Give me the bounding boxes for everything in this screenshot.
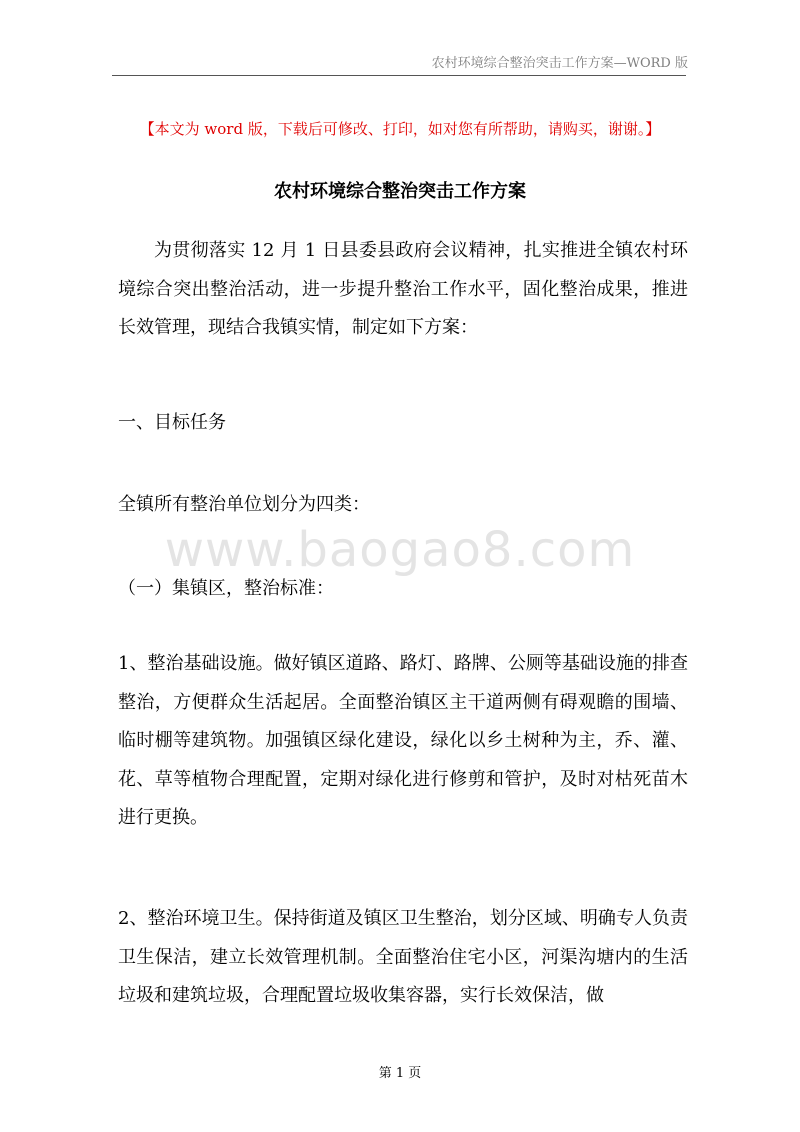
page-number: 第 1 页 xyxy=(378,1066,422,1081)
section-text-categories: 全镇所有整治单位划分为四类： xyxy=(118,494,370,515)
section-heading-goals: 一、目标任务 xyxy=(118,412,226,433)
item-paragraph-sanitation: 2、整治环境卫生。保持街道及镇区卫生整治，划分区域、明确专人负责卫生保洁，建立长效管理机制。全面整治住宅小区，河渠沟塘内的生活垃圾和建筑垃圾，合理配置垃圾收集容器，实行长效保洁，做 xyxy=(118,908,688,1006)
subsection-heading-town: （一）集镇区，整治标准： xyxy=(118,578,334,599)
document-title: 农村环境综合整治突击工作方案 xyxy=(274,181,526,202)
item-paragraph-infrastructure: 1、整治基础设施。做好镇区道路、路灯、路牌、公厕等基础设施的排查整治，方便群众生活起居。全面整治镇区主干道两侧有碍观瞻的围墙、临时棚等建筑物。加强镇区绿化建设，绿化以乡土树种为主，乔、灌、花、草等植物合理配置，定期对绿化进行修剪和管护，及时对枯死苗木进行更换。 xyxy=(118,653,688,828)
purchase-notice: 【本文为 word 版，下载后可修改、打印，如对您有所帮助，请购买，谢谢。】 xyxy=(139,120,661,138)
running-header: 农村环境综合整治突击工作方案—WORD 版 xyxy=(431,56,688,71)
watermark: www.baogao8.com xyxy=(164,522,636,578)
header-divider xyxy=(112,75,686,76)
intro-paragraph: 为贯彻落实 12 月 1 日县委县政府会议精神，扎实推进全镇农村环境综合突出整治活动，进一步提升整治工作水平，固化整治成果，推进长效管理，现结合我镇实情，制定如下方案： xyxy=(118,240,688,338)
